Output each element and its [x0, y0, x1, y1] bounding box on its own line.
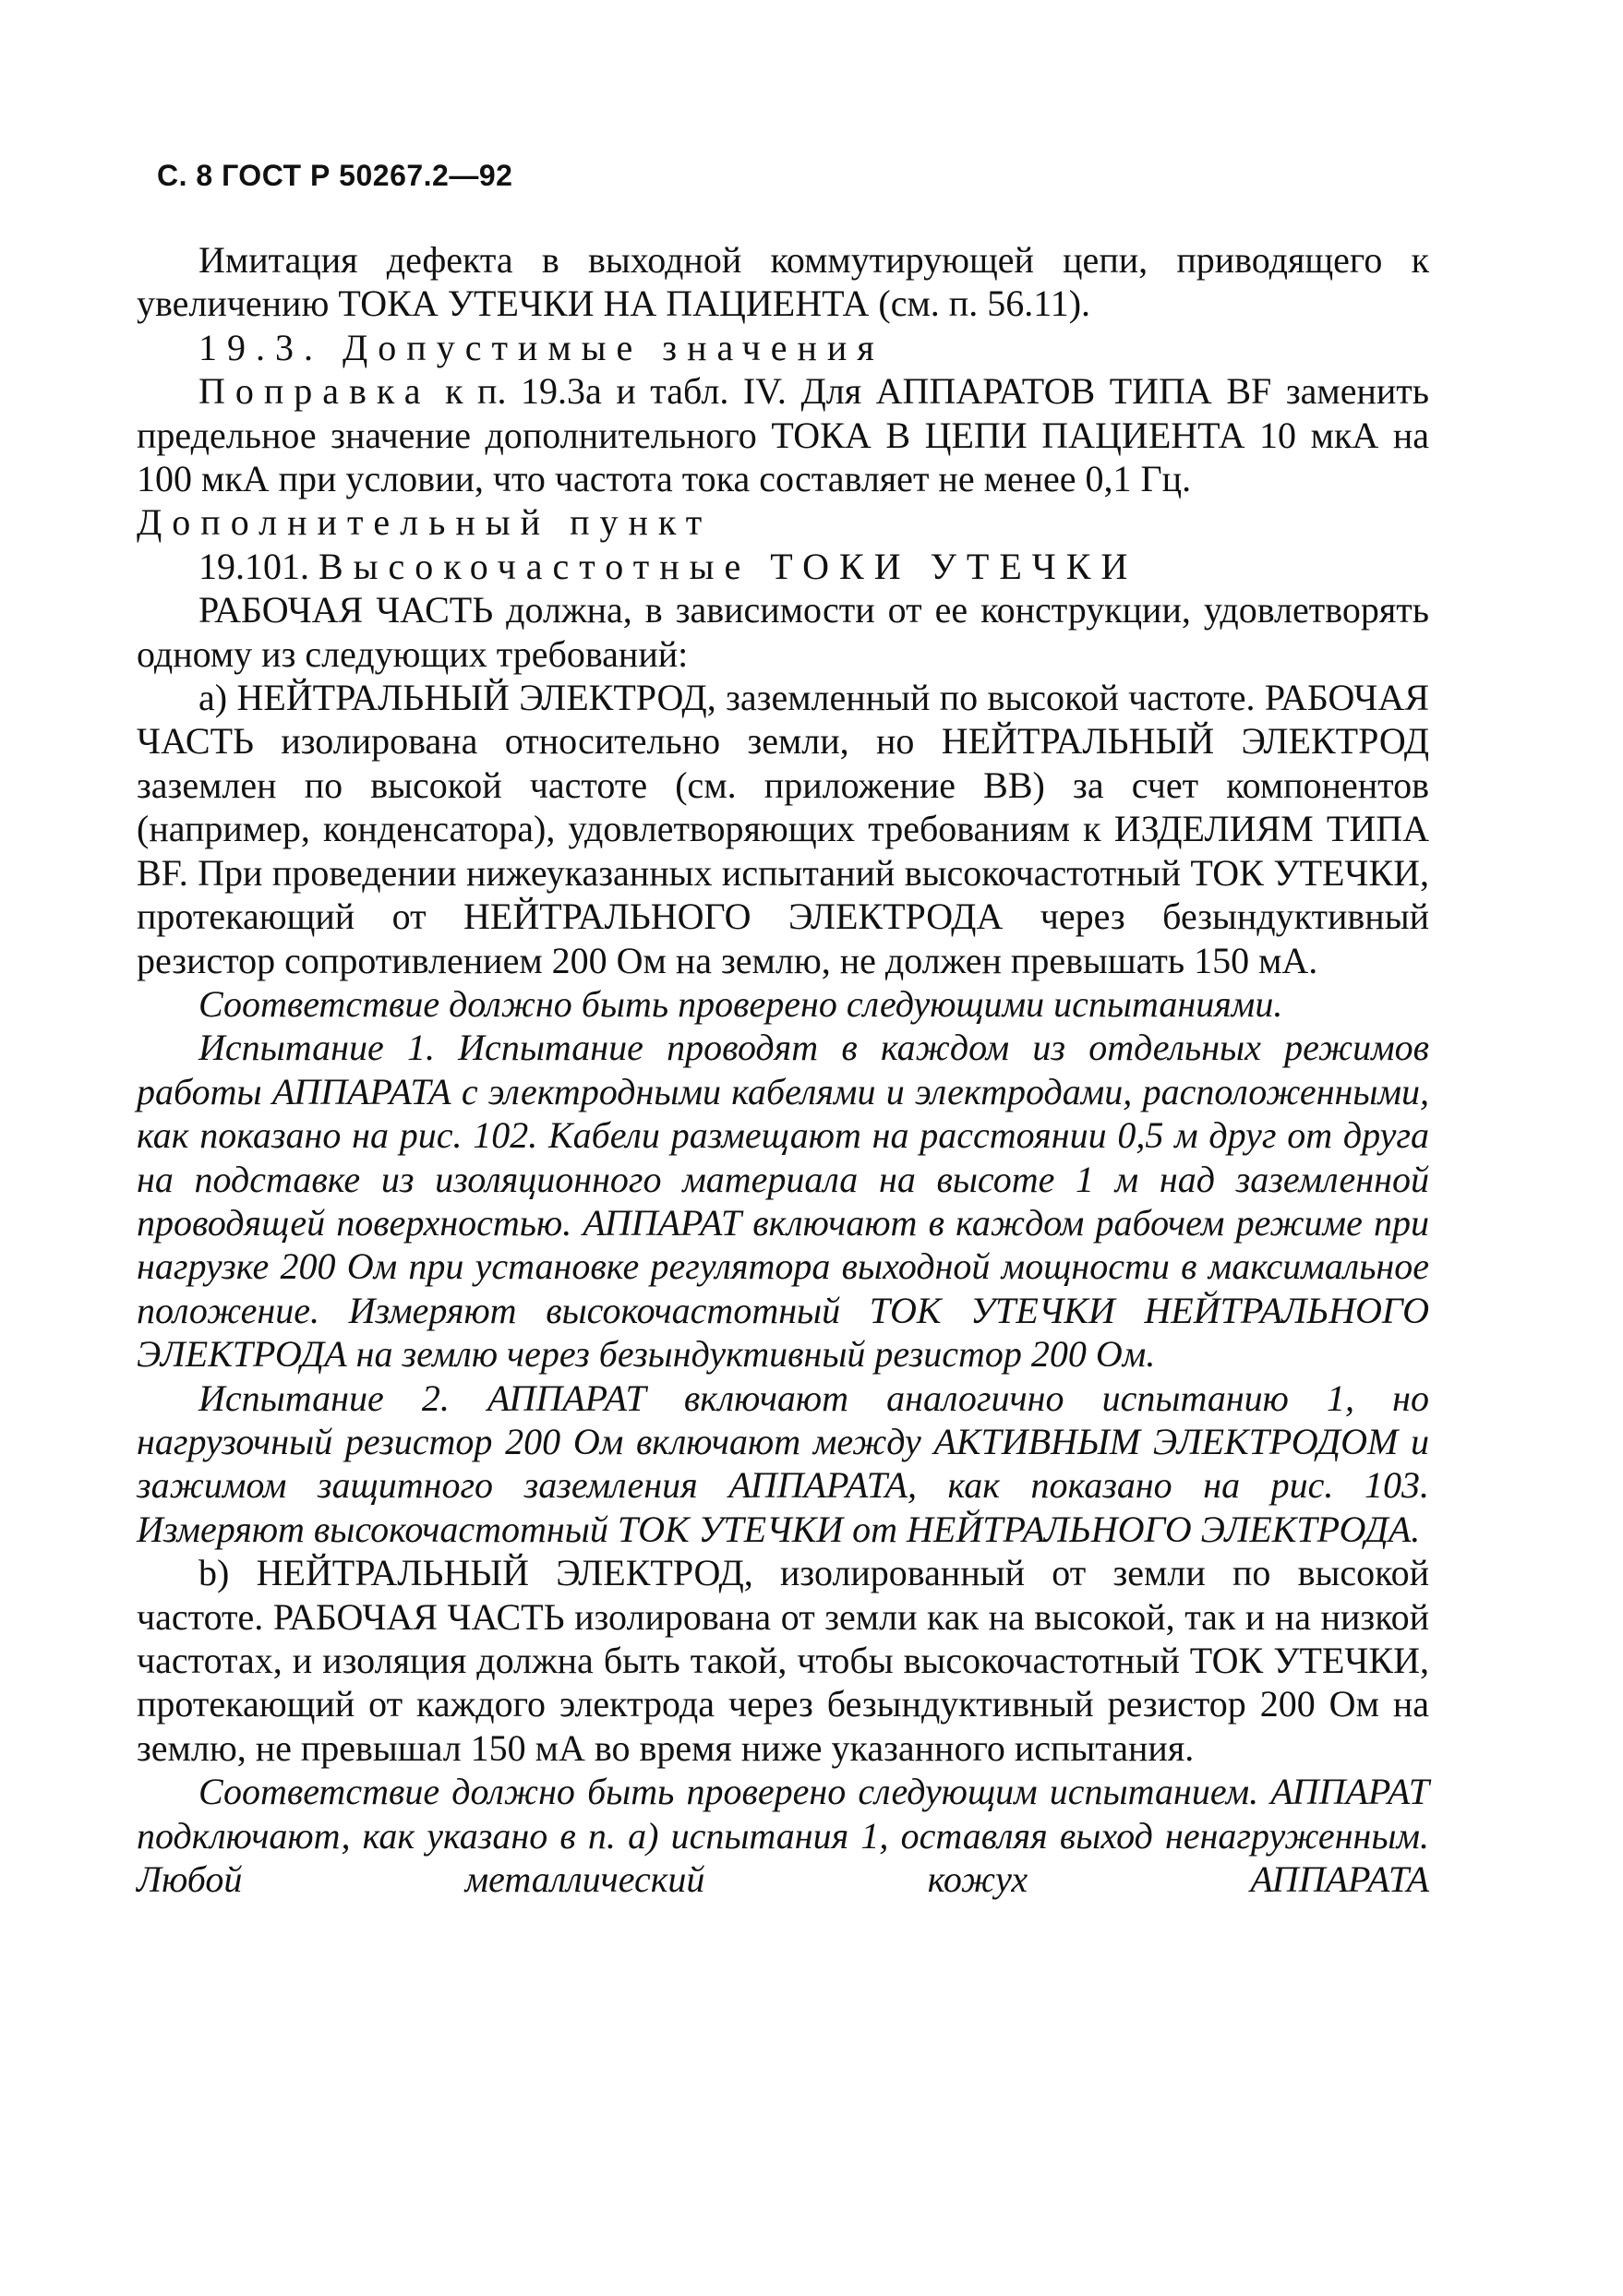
document-body	[137, 238, 1429, 1901]
paragraph-item-b: b) НЕЙТРАЛЬНЫЙ ЭЛЕКТРОД, изолированный от земли по высокой частоте. РАБОЧАЯ ЧАСТЬ изолирована от земли как на высокой, так и на низкой частотах, и изоляция должна быть такой, чтобы высокочастотный ТОК УТЕЧКИ, протекающий от каждого электрода через безындуктивный резистор 200 Ом на землю, не превышал 150 мА во время ниже указанного испытания.	[137, 1552, 1429, 1769]
amendment-label: Поправка	[198, 370, 431, 413]
heading-additional-item	[137, 500, 1429, 544]
heading-19-101-number: 19.101.	[198, 545, 309, 587]
paragraph-compliance-tests: Соответствие должно быть проверено следующими испытаниями.	[198, 982, 1283, 1025]
amendment-text: к п. 19.3а и табл. IV. Для АППАРАТОВ ТИПА BF заменить предельное значение дополнительного ТОКА В ЦЕПИ ПАЦИЕНТА 10 мкА на 100 мкА при условии, что частота тока составляет не менее 0,1 Гц.	[137, 370, 1430, 500]
heading-19-3-text: 19.3. Допустимые значения	[198, 326, 884, 368]
paragraph-test-2: Испытание 2. АППАРАТ включают аналогично испытанию 1, но нагрузочный резистор 200 Ом включают между АКТИВНЫМ ЭЛЕКТРОДОМ и зажимом защитного заземления АППАРАТА, как показано на рис. 103. Измеряют высокочастотный ТОК УТЕЧКИ от НЕЙТРАЛЬНОГО ЭЛЕКТРОДА.	[137, 1376, 1429, 1550]
heading-additional-item-text: Дополнительный пункт	[137, 501, 713, 544]
paragraph-working-part: РАБОЧАЯ ЧАСТЬ должна, в зависимости от ее конструкции, удовлетворять одному из следующих требований:	[137, 589, 1429, 675]
paragraph-defect-simulation: Имитация дефекта в выходной коммутирующей цепи, приводящего к увеличению ТОКА УТЕЧКИ НА ПАЦИЕНТА (см. п. 56.11).	[137, 239, 1429, 325]
page-header: С. 8 ГОСТ Р 50267.2—92	[157, 159, 513, 192]
paragraph-item-a: а) НЕЙТРАЛЬНЫЙ ЭЛЕКТРОД, заземленный по высокой частоте. РАБОЧАЯ ЧАСТЬ изолирована относительно земли, но НЕЙТРАЛЬНЫЙ ЭЛЕКТРОД заземлен по высокой частоте (см. приложение ВВ) за счет компонентов (например, конденсатора), удовлетворяющих требованиям к ИЗДЕЛИЯМ ТИПА BF. При проведении нижеуказанных испытаний высокочастотный ТОК УТЕЧКИ, протекающий от НЕЙТРАЛЬНОГО ЭЛЕКТРОДА через безындуктивный резистор сопротивлением 200 Ом на землю, не должен превышать 150 мА.	[137, 677, 1429, 981]
heading-19-101	[137, 545, 1429, 588]
heading-19-101-title: Высокочастотные ТОКИ УТЕЧКИ	[319, 545, 1138, 587]
heading-19-3	[137, 326, 1429, 369]
paragraph-test-1: Испытание 1. Испытание проводят в каждом из отдельных режимов работы АППАРАТА с электродными кабелями и электродами, расположенными, как показано на рис. 102. Кабели размещают на расстоянии 0,5 м друг от друга на подставке из изоляционного материала на высоте 1 м над заземленной проводящей поверхностью. АППАРАТ включают в каждом рабочем режиме при нагрузке 200 Ом при установке регулятора выходной мощности в максимальное положение. Измеряют высокочастотный ТОК УТЕЧКИ НЕЙТРАЛЬНОГО ЭЛЕКТРОДА на землю через безындуктивный резистор 200 Ом.	[137, 1027, 1429, 1376]
paragraph-amendment	[137, 369, 1429, 500]
paragraph-compliance-test: Соответствие должно быть проверено следующим испытанием. АППАРАТ подключают, как указано в п. а) испытания 1, оставляя выход ненагруженным. Любой металлический кожух АППАРАТА	[137, 1771, 1429, 1901]
